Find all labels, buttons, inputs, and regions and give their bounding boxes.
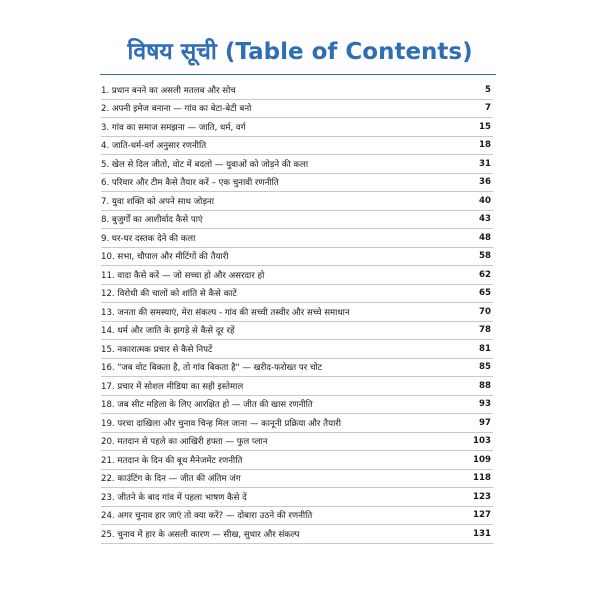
toc-entry-page-number: 65 xyxy=(479,288,491,299)
toc-entry-title: 22. काउंटिंग के दिन — जीत की अंतिम जंग xyxy=(101,474,241,485)
toc-entry-page-number: 70 xyxy=(479,306,491,317)
toc-entry-page-number: 109 xyxy=(473,454,491,465)
toc-entry[interactable] xyxy=(101,507,493,526)
toc-entry-page-number: 127 xyxy=(473,510,491,521)
toc-entry[interactable] xyxy=(101,266,493,285)
toc-entry-title: 24. अगर चुनाव हार जाएं तो क्या करें? — दोबारा उठने की रणनीति xyxy=(101,511,313,522)
toc-entry[interactable] xyxy=(101,137,493,156)
toc-entry-page-number: 93 xyxy=(479,399,491,410)
toc-entry-title: 8. बुजुर्गों का आशीर्वाद कैसे पाएं xyxy=(101,215,203,226)
toc-entry-page-number: 78 xyxy=(479,325,491,336)
toc-entry-page-number: 118 xyxy=(473,473,491,484)
toc-entry-page-number: 43 xyxy=(479,214,491,225)
toc-entry[interactable] xyxy=(101,470,493,489)
toc-entry[interactable] xyxy=(101,322,493,341)
toc-entry-page-number: 123 xyxy=(473,491,491,502)
toc-entry-title: 20. मतदान से पहले का आखिरी हफ्ता — फुल प्लान xyxy=(101,437,268,448)
toc-entry-title: 11. वादा कैसे करें — जो सच्चा हो और असरदार हो xyxy=(101,270,265,281)
toc-entry-title: 13. जनता की समस्याएं, मेरा संकल्प - गांव की सच्ची तस्वीर और सच्चे समाधान xyxy=(101,307,350,318)
toc-entry-title: 16. "जब वोट बिकता है, तो गांव बिकता है" — खरीद-फरोख्त पर चोट xyxy=(101,363,323,374)
toc-entry-title: 23. जीतने के बाद गांव में पहला भाषण कैसे दें xyxy=(101,492,247,503)
toc-entry[interactable] xyxy=(101,359,493,378)
toc-entry-page-number: 7 xyxy=(485,103,491,114)
toc-entry-title: 19. परचा दाखिला और चुनाव चिन्ह मिल जाना — कानूनी प्रक्रिया और तैयारी xyxy=(101,418,342,429)
toc-entry[interactable] xyxy=(101,174,493,193)
toc-entry-title: 3. गांव का समाज समझना — जाति, धर्म, वर्ग xyxy=(101,122,246,133)
toc-entry[interactable] xyxy=(101,229,493,248)
toc-entry[interactable] xyxy=(101,303,493,322)
toc-entry-page-number: 58 xyxy=(479,251,491,262)
toc-entry[interactable] xyxy=(101,451,493,470)
toc-entry[interactable] xyxy=(101,192,493,211)
toc-entry-page-number: 15 xyxy=(479,121,491,132)
toc-entry-page-number: 88 xyxy=(479,380,491,391)
toc-entry-page-number: 97 xyxy=(479,417,491,428)
toc-entry[interactable] xyxy=(101,396,493,415)
toc-entry[interactable] xyxy=(101,248,493,267)
toc-entry-title: 14. धर्म और जाति के झगड़े से कैसे दूर रहें xyxy=(101,326,235,337)
toc-entry[interactable] xyxy=(101,100,493,119)
toc-list xyxy=(101,81,493,544)
toc-entry-title: 25. चुनाव में हार के असली कारण — सीख, सुधार और संकल्प xyxy=(101,529,300,540)
toc-entry-title: 10. सभा, चौपाल और मीटिंगों की तैयारी xyxy=(101,252,229,263)
toc-entry[interactable] xyxy=(101,433,493,452)
toc-entry-title: 21. मतदान के दिन की बूथ मैनेजमेंट रणनीति xyxy=(101,455,243,466)
toc-entry-title: 17. प्रचार में सोशल मीडिया का सही इस्तेमाल xyxy=(101,381,244,392)
toc-entry[interactable] xyxy=(101,155,493,174)
toc-entry-page-number: 5 xyxy=(485,84,491,95)
page-title: विषय सूची (Table of Contents) xyxy=(127,39,473,65)
toc-entry-title: 6. परिवार और टीम कैसे तैयार करें – एक चुनावी रणनीति xyxy=(101,178,279,189)
toc-entry-page-number: 48 xyxy=(479,232,491,243)
toc-entry-page-number: 62 xyxy=(479,269,491,280)
toc-entry[interactable] xyxy=(101,525,493,544)
toc-entry[interactable] xyxy=(101,340,493,359)
toc-entry[interactable] xyxy=(101,285,493,304)
toc-entry-page-number: 36 xyxy=(479,177,491,188)
toc-entry-page-number: 31 xyxy=(479,158,491,169)
toc-entry[interactable] xyxy=(101,81,493,100)
toc-entry[interactable] xyxy=(101,118,493,137)
toc-entry-page-number: 103 xyxy=(473,436,491,447)
title-divider xyxy=(100,74,496,75)
toc-entry-page-number: 85 xyxy=(479,362,491,373)
toc-entry-title: 1. प्रधान बनने का असली मतलब और सोच xyxy=(101,85,236,96)
toc-entry-title: 15. नकारात्मक प्रचार से कैसे निपटें xyxy=(101,344,213,355)
toc-entry-page-number: 131 xyxy=(473,528,491,539)
toc-entry-title: 5. खेल से दिल जीतो, वोट में बदलो — युवाओं को जोड़ने की कला xyxy=(101,159,309,170)
toc-entry[interactable] xyxy=(101,414,493,433)
toc-entry[interactable] xyxy=(101,211,493,230)
toc-entry-title: 12. विरोधी की चालों को शांति से कैसे काटें xyxy=(101,289,237,300)
toc-entry-title: 2. अपनी इमेज बनाना — गांव का बेटा-बेटी बनो xyxy=(101,104,252,115)
toc-entry[interactable] xyxy=(101,488,493,507)
toc-entry-page-number: 81 xyxy=(479,343,491,354)
toc-entry-title: 18. जब सीट महिला के लिए आरक्षित हो — जीत की खास रणनीति xyxy=(101,400,313,411)
toc-entry-title: 7. युवा शक्ति को अपने साथ जोड़ना xyxy=(101,196,214,207)
toc-entry-title: 9. घर-घर दस्तक देने की कला xyxy=(101,233,196,244)
toc-entry-title: 4. जाति-धर्म-वर्ग अनुसार रणनीति xyxy=(101,141,207,152)
toc-entry-page-number: 40 xyxy=(479,195,491,206)
toc-entry[interactable] xyxy=(101,377,493,396)
toc-entry-page-number: 18 xyxy=(479,140,491,151)
